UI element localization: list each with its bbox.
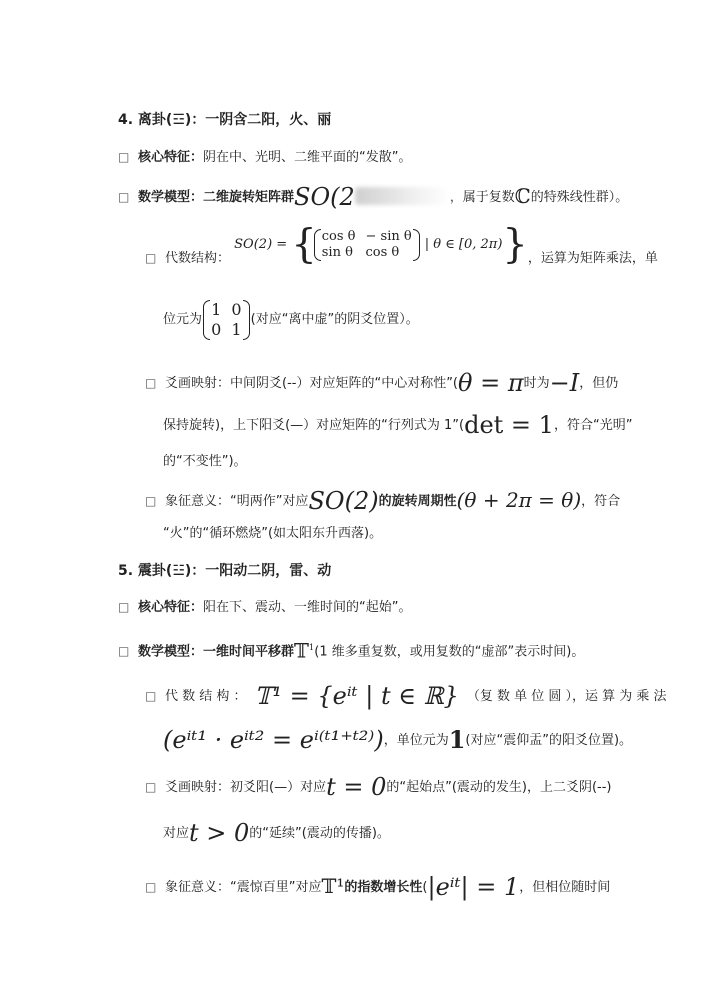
s4-alg-after: ，运算为矩阵乘法，单 bbox=[527, 251, 658, 266]
bullet-icon: □ bbox=[118, 150, 130, 164]
s4-model-math: SO(2 bbox=[294, 183, 355, 211]
bullet-icon: □ bbox=[145, 251, 157, 265]
bullet-icon: □ bbox=[145, 376, 157, 390]
bullet-icon: □ bbox=[145, 494, 157, 508]
s4-alg-label: 代数结构： bbox=[165, 251, 231, 266]
section-5-title: 5. 震卦(☳)：一阳动二阴，雷、动 bbox=[118, 563, 332, 579]
bullet-icon: □ bbox=[145, 780, 157, 794]
s4-model-label: 数学模型： bbox=[138, 190, 204, 205]
s4-algebra: □ 代数结构： SO(2) = { cos θ − sin θ sin θ cos θ | θ ∈ [0, 2π)}，运算为矩阵乘法，单 bbox=[145, 236, 658, 281]
s5-algebra: □ 代 数 结 构 ： 𝕋¹ = {eⁱᵗ | t ∈ ℝ} （复 数 单 位 圆 ），运 算 为 乘 法 bbox=[145, 682, 667, 710]
s4-model-after2: 的特殊线性群）。 bbox=[530, 190, 629, 205]
blurred-region bbox=[355, 187, 450, 205]
s4-model-after1: ，属于复数 bbox=[449, 190, 515, 205]
s4-yao-cont: 保持旋转)，上下阳爻(—）对应矩阵的“行列式为 1”(det = 1，符合“光明” bbox=[163, 411, 633, 439]
s4-symbol-cont: “火”的“循环燃烧”(如太阳东升西落)。 bbox=[163, 526, 383, 541]
bullet-icon: □ bbox=[118, 644, 130, 659]
s4-unit-pre: 位元为 bbox=[163, 312, 203, 327]
rotation-matrix: cos θ − sin θ sin θ cos θ bbox=[317, 229, 417, 261]
bullet-icon: □ bbox=[145, 880, 157, 894]
s5-model: □ 数学模型：一维时间平移群𝕋$^1$(1 维多重复数，或用复数的“虚部”表示时间)。 bbox=[118, 638, 585, 663]
s4-symbol: □ 象征意义：“明两作”对应SO(2)的旋转周期性(θ + 2π = θ)，符合 bbox=[145, 487, 621, 515]
s4-feature-text: 阴在中、光明、二维平面的“发散”。 bbox=[203, 150, 412, 165]
section-4-title: 4. 离卦(☲)：一阴含二阳，火、丽 bbox=[118, 112, 332, 128]
s4-alg-cond: | θ ∈ [0, 2π) bbox=[424, 237, 503, 252]
s5-algebra-cont: (eⁱᵗ¹ · eⁱᵗ² = eⁱ⁽ᵗ¹⁺ᵗ²⁾)，单位元为1(对应“震仰盂”的阳爻位置)。 bbox=[163, 725, 633, 754]
s5-feature: □ 核心特征：阳在下、震动、一维时间的“起始”。 bbox=[118, 597, 412, 618]
bullet-icon: □ bbox=[145, 689, 157, 703]
s4-alg-lhs: SO(2) = bbox=[234, 237, 292, 252]
bullet-icon: □ bbox=[118, 600, 130, 614]
s4-model bbox=[118, 183, 629, 211]
s5-symbol: □ 象征意义：“震惊百里”对应𝕋¹的指数增长性(|eⁱᵗ| = 1，但相位随时间 bbox=[145, 873, 611, 901]
s5-yao: □ 爻画映射：初爻阳(—）对应t = 0的“起始点”(震动的发生)，上二爻阴(--) bbox=[145, 773, 612, 801]
s4-yao-cont2: 的“不变性”)。 bbox=[163, 454, 247, 469]
bullet-icon: □ bbox=[118, 190, 130, 204]
identity-matrix: 1 0 0 1 bbox=[206, 300, 246, 340]
s5-yao-cont: 对应t > 0的“延续”(震动的传播)。 bbox=[163, 819, 390, 847]
s4-unit bbox=[163, 298, 419, 342]
complex-c: ℂ bbox=[514, 184, 531, 208]
s4-unit-post: (对应“离中虚”的阴爻位置）。 bbox=[250, 312, 419, 327]
s4-feature-label: 核心特征： bbox=[138, 150, 204, 165]
s4-yao: □ 爻画映射：中间阴爻(--）对应矩阵的“中心对称性”(θ = π时为−I，但仍 bbox=[145, 369, 619, 397]
s4-model-bold: 二维旋转矩阵群 bbox=[203, 190, 295, 205]
s4-feature bbox=[118, 147, 412, 168]
